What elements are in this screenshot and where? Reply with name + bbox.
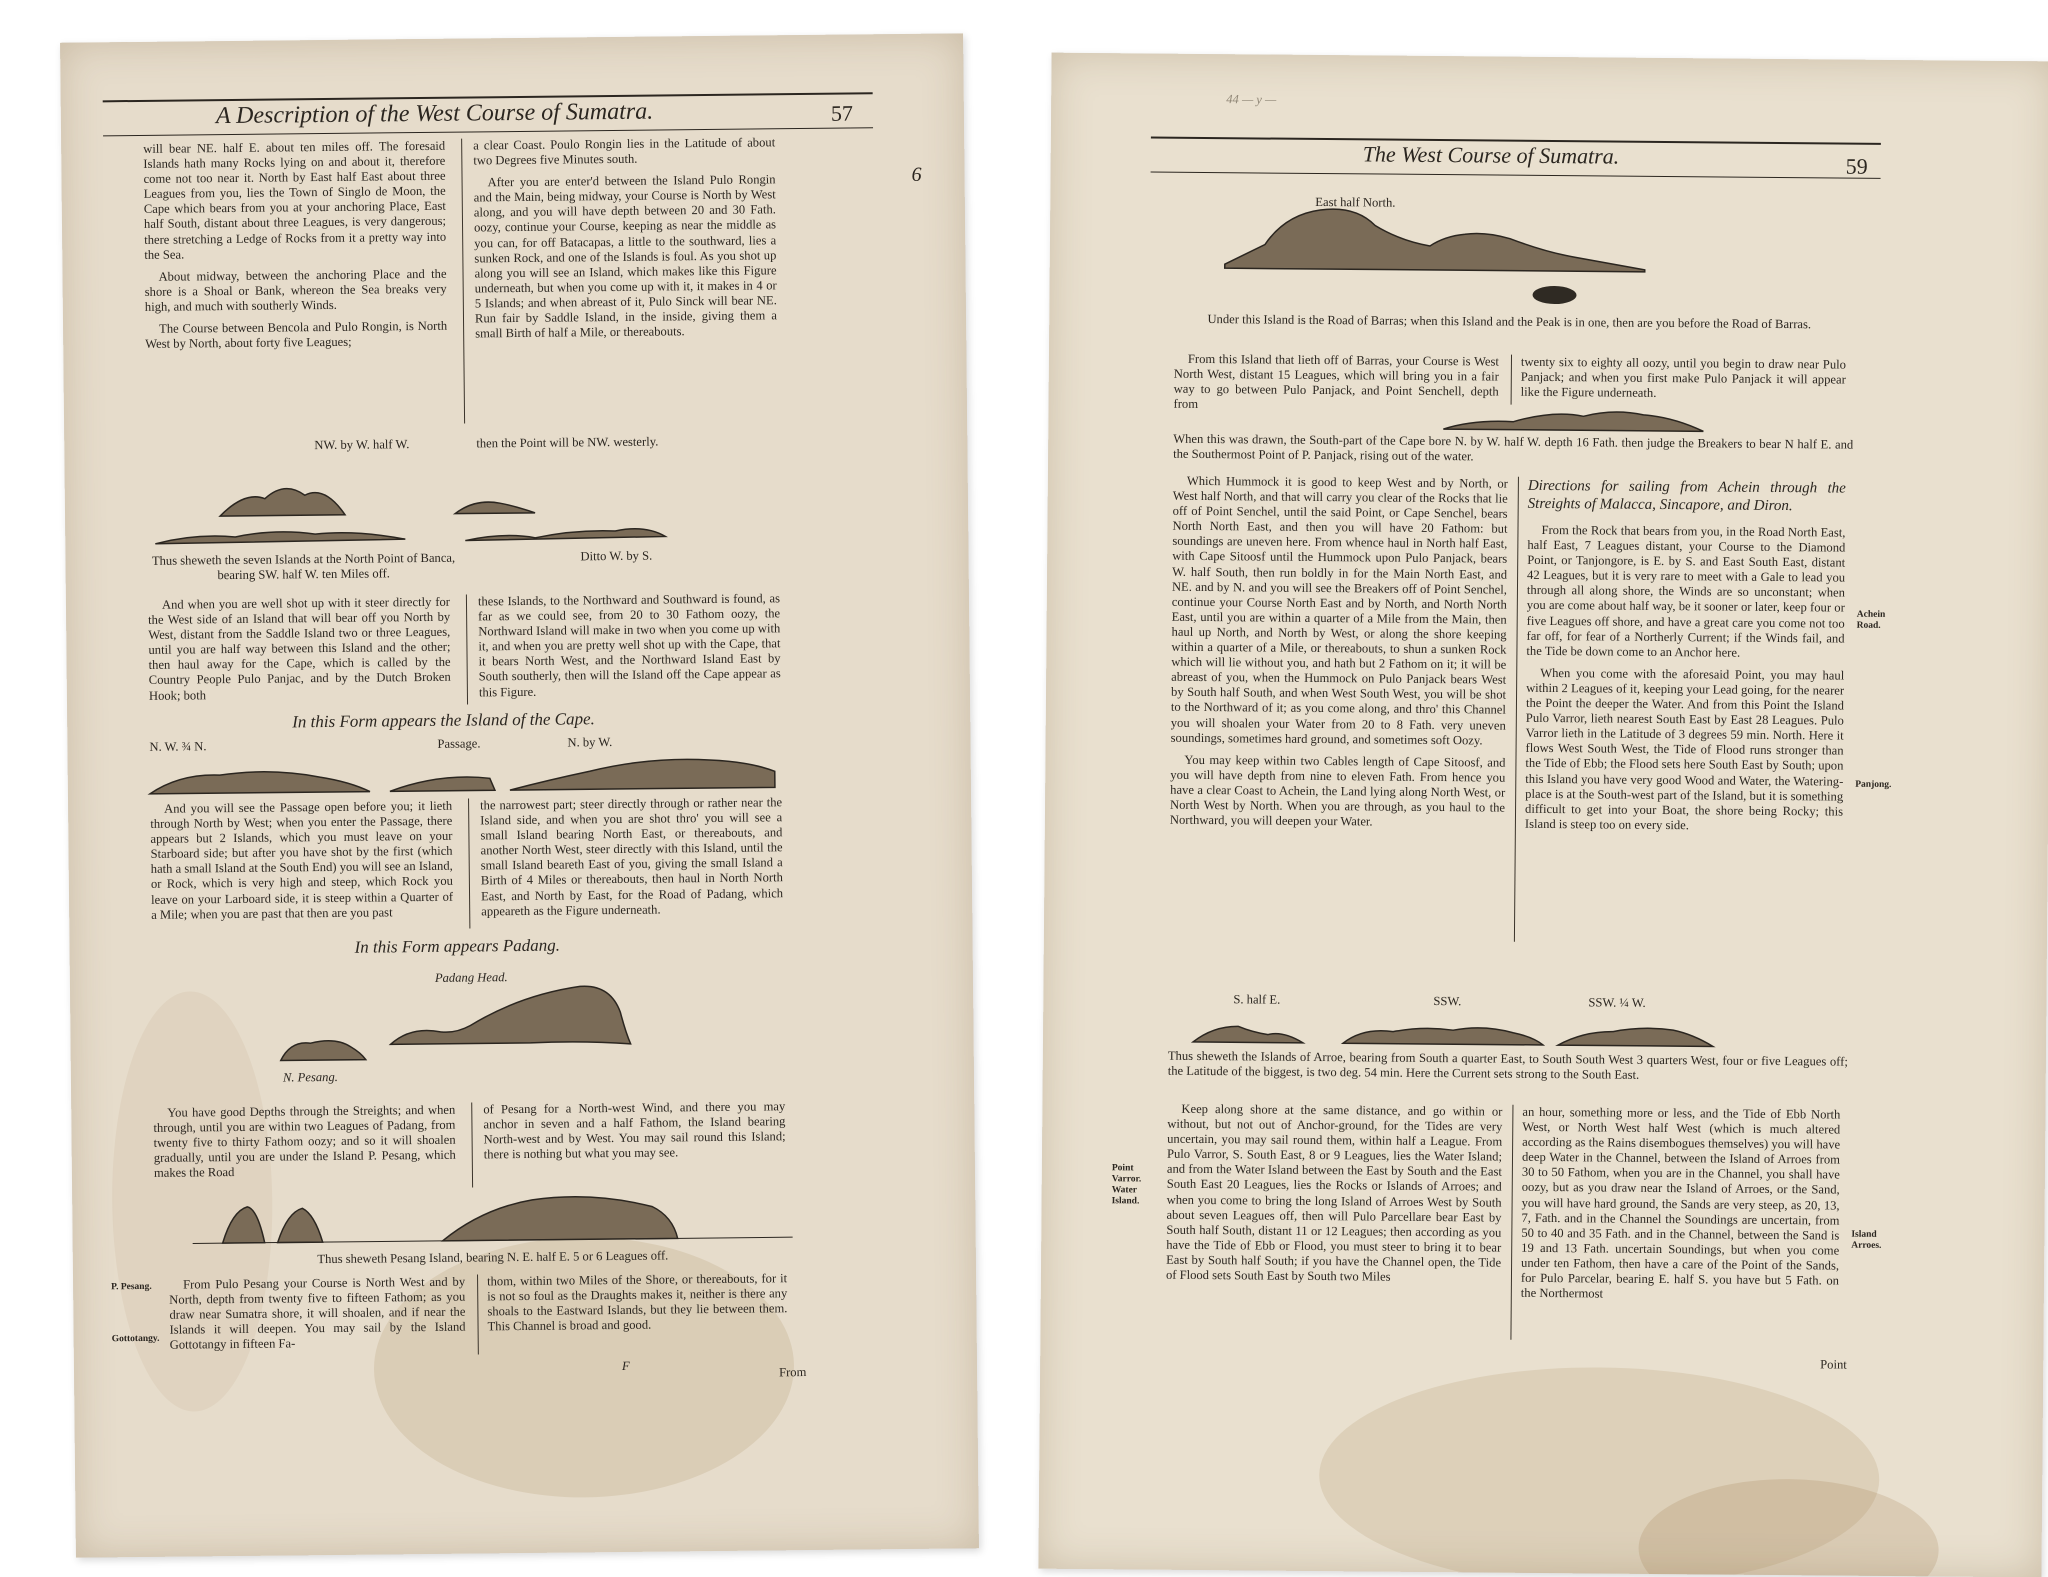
left-col2-a [473,135,777,348]
left-page [60,33,979,1557]
header-rule-bottom [1151,172,1881,179]
island-profile [1558,1028,1713,1047]
margin-note-varror: Point Varror. Water Island. [1111,1163,1142,1207]
island-profile [1443,411,1703,432]
paragraph: Which Hummock it is good to keep West and by North, or West half North, and that will carry you clear of the Rocks that lie off of Point Senchel, until the said Point, or Cape Senchel, bears North North East, and then you will have 20 Fathom: but soundings are uneven here. From whence haul in North half East, with Cape Sitoosf until the Hummock upon Pulo Panjack, bears W. half South, then run boldly in for the Main North East, and NE. and by N. and you will see the Breakers off of Point Senchel, continue your Course North East and by North, and North North East, until you are within a quarter of a Mile from the Main, then haul up North, and North by West, or along the shore keeping within a quarter of a Mile, or thereabouts, to shun a sunken Rock which will lie without you, and hath but 2 Fathom on it; it will be abreast of you, when the Hummock on Pulo Panjack bears West by South half South, and when West South West, you will be shot to the Northward of it; as you come along, and thro' this Channel you will shoalen your Water from 20 to 8 Fath. very uneven soundings, sometimes hard ground, and sometimes soft Oozy. [1170,473,1508,748]
catchword: From [778,1365,807,1380]
left-header: A Description of the West Course of Sumatra. [215,98,654,130]
arroe-label-2: SSW. [1433,994,1462,1009]
paragraph: thom, within two Miles of the Shore, or thereabouts, for it is not so foul as the Draughts makes it, neither is there any shoals to the Eastward Islands, but they lie between them. This Channel is broad and good. [487,1271,788,1334]
paragraph: twenty six to eighty all oozy, until you begin to draw near Pulo Panjack; and when you first make Pulo Panjack it will appear like the Figure underneath. [1520,354,1847,401]
island-profile [1193,1026,1303,1043]
directions-title: Directions for sailing from Achein through the Streights of Malacca, Sincapore, and Diron. [1527,477,1846,515]
cape-drawn-caption: When this was drawn, the South-part of the Cape bore N. by W. half W. depth 16 Fath. then judge the Breakers to bear N half E. and the Southermost Point of P. Panjack, rising out of the water. [1173,431,1854,464]
paragraph: the narrowest part; steer directly through or rather near the Island side, and when you are shot thro' you will see a small Island bearing North East, or thereabouts, and another North West, steer directly with this Island, until the small Island beareth East of you, giving the small Island a Birth of 4 Miles or thereabouts, then haul in North North East, and North by East, for the Road of Padang, which appeareth as the Figure underneath. [480,795,784,919]
left-col1-a [143,139,447,359]
left-col1-c [150,799,453,930]
cape-label-2: Passage. [437,736,481,751]
margin-note-arroes: Island Arroes. [1851,1229,1882,1251]
margin-note-achein: Achein Road. [1856,609,1886,631]
column-divider [471,1103,473,1188]
island-profile [222,1207,264,1243]
left-col1-d [153,1103,456,1189]
catchword: Point [1820,1357,1847,1372]
island-profile [390,777,495,792]
heading-padang: In this Form appears Padang. [354,935,561,957]
right-col2-c [1521,1105,1841,1311]
margin-note-panjong: Panjong. [1855,779,1892,791]
island-profile [465,528,665,540]
left-col2-b [478,591,781,707]
pesang-figure [192,1185,813,1251]
left-col2-d [483,1099,786,1170]
paragraph: And you will see the Passage open before you; it lieth through North by West; when you enter the Passage, there appears but 2 Islands, which you must leave on your Starboard side; but after you have shot by the first (which hath a small Island at the South End) you will see an Island, or Rock, which is very high and steep, which Rock you leave on your Larboard side, it is steep within a Quarter of a Mile; when you are past that then are you past [150,798,454,922]
paragraph: From this Island that lieth off of Barras, your Course is West North West, distant 15 Leagues, which will bring you in a fair way to go between Pulo Panjack, and Point Senchell, depth from [1173,351,1500,412]
paragraph: You have good Depths through the Streights; and when through, until you are within two Leagues of Padang, from twenty five to thirty Fathom oozy; and so it will shoalen gradually, until you are under the Island P. Pesang, which makes the Road [153,1102,456,1181]
column-divider [468,799,470,929]
paragraph: Keep along shore at the same distance, and go within or without, but not out of Anchor-ground, for the Tides are very uncertain, you may sail round them, within half a League. From Pulo Varror, S. South East, 8 or 9 Leagues, lies the Water Island; and from the Water Island between the East by South and the East South East 20 Leagues, lies the Rocks or Islands of Arroes; and when you come to bring the long Island of Arroes West by South about seven Leagues off, then will Pulo Parcellare bear East by South half South, distant 11 or 12 Leagues; then according as you have the Tide of Ebb or Flood, you must steer to bring it to bear East by South half South; if you have the Channel open, the Tide of Flood sets South East by South two Miles [1165,1101,1503,1284]
heading-cape: In this Form appears the Island of the Cape. [292,709,595,732]
left-col2-e [487,1271,788,1342]
paragraph: an hour, something more or less, and the Tide of Ebb North West, or North West half West (which is much altered according as the Rains disembogues themselves) you will have deep Water in the Channel, between the Island of Arroes from 30 to 50 Fathom, when you are in the Channel, you shall have oozy, but as you draw near the Island of Arroes, or the Sand, you will have hard ground, the Sands are very steep, as 20, 13, 7, Fath. and in the Channel the Soundings are uncertain, from 50 to 40 and 35 Fath. and in the Channel, between the Sand is 19 and 13 Fath. uncertain Soundings, but when you come under ten Fathom, then have a care of the Point of the Sands, for Pulo Parcelar, bearing E. half S. you have but 5 Fath. on the Northermost [1520,1104,1841,1301]
paragraph: a clear Coast. Poulo Rongin lies in the Latitude of about two Degrees five Minutes south. [473,135,776,168]
margin-mark: 6 [911,163,922,186]
island-profile [455,502,535,514]
cape-island-figure [150,747,800,799]
n-pesang-label: N. Pesang. [282,1069,338,1085]
island-profile [277,1208,322,1242]
column-divider [461,139,465,424]
right-col1-b [1170,474,1508,838]
signature-mark: F [621,1358,630,1373]
padang-head-label: Padang Head. [434,970,508,985]
paragraph: From Pulo Pesang your Course is North West and by North, depth from twenty five to fifteen Fathom; as you draw near Sumatra shore, it will shoalen, and if near the Islands it will deepen. You may sail by the Island Gottotangy in fifteen Fa- [169,1274,466,1353]
pesang-caption: Thus sheweth Pesang Island, bearing N. E. half E. 5 or 6 Leagues off. [317,1248,669,1267]
left-col1-b [148,595,451,711]
column-divider [1510,1105,1513,1340]
left-page-number: 57 [830,100,854,126]
fig1-caption: Thus sheweth the seven Islands at the North Point of Banca, bearing SW. half W. ten Miles off. [151,550,456,583]
paragraph: The Course between Bencola and Pulo Rongin, is North West by North, about forty five Leagues; [145,318,448,352]
island-profile [442,1196,677,1241]
paragraph: of Pesang for a North-west Wind, and there you may anchor in seven and a half Fathom, the Island bearing North-west and by West. You may sail round this Island; there is nothing but what you may see. [483,1099,786,1162]
panjack-figure [1443,401,1713,433]
island-profile [510,758,775,790]
fig1-ditto: Ditto W. by S. [580,548,653,564]
paragraph: these Islands, to the Northward and Southward is found, as far as we could see, from 20 to 30 Fathom oozy, the Northward Island will make in two when you come up with it, and when you are pretty well shot up with the Cape, that it bears North West, and the Northward Island East by South southerly, then will the Island off the Cape appear as this Figure. [477,591,781,699]
island-profile [1343,1027,1543,1045]
paragraph: From the Rock that bears from you, in the Road North East, half East, 7 Leagues distant, your Course to the Diamond Point, or Tanjongore, is E. by S. and East South East, distant 42 Leagues, but it is very rare to meet with a Gale to lead you through all along shore, the Winds are so unconstant; when you are come about half way, be it sooner or later, keep four or five Leagues off shore, and have a great care you come not too far off, for fear of a Northerly Current; if the Winds fail, and the Tide be down come to an Anchor here. [1526,522,1846,660]
left-col2-c [480,795,783,926]
column-divider [1511,355,1512,405]
paragraph: And when you are well shot up with it steer directly for the West side of an Island that will bear off you North by West, distant from the Saddle Island two or three Leagues, until you are half way between this Island and the other; then haul away for the Cape, which is called by the Country People Pulo Panjac, and by the Dutch Broken Hook; both [148,594,451,703]
right-page-number: 59 [1845,153,1868,179]
island-profile [150,771,370,794]
padang-figure [280,981,701,1065]
paragraph: will bear NE. half E. about ten miles off. The foresaid Islands hath many Rocks lying on and about it, therefore come not too near it. North by East half East about three Leagues from you, lies the Town of Singlo de Moon, the Cape which bears from you at your anchoring Place, East half South, distant about three Leagues, is very dangerous; there stretching a Ledge of Rocks from it a pretty way into the Sea. [143,138,447,262]
island-profile [281,1040,366,1060]
arroe-label-3: SSW. ¼ W. [1588,995,1646,1010]
arroe-caption: Thus sheweth the Islands of Arroe, bearing from South a quarter East, to South South West 3 quarters West, four or five Leagues off; the Latitude of the biggest, is two deg. 54 min. Here the Current sets strong to the South East. [1167,1048,1848,1082]
right-col2-b [1525,477,1846,842]
headland-profile [390,986,631,1047]
paragraph: When you come with the aforesaid Point, you may haul within 2 Leagues of it, keeping your Lead going, for the nearer the Point the deeper the Water. And from this Point the Island Pulo Varror, lieth nearest South East by East 28 Leagues. Pulo Varror lieth in the Latitude of 3 degrees 59 min. North. Here it flows West South West, the Tide of Flood runs stronger than the Tide of Ebb; the Flood sets here South East by South; upon this Island you have very good Wood and Water, the Watering-place is at the South-west part of the Island, but it is something difficult to get into your Boat, the shore being Rocky; this Island is steep too on every side. [1524,665,1845,833]
fig1-label-right: then the Point will be NW. westerly. [476,434,659,451]
pencil-note: 44 — y — [1226,92,1277,107]
barras-island-figure [1224,204,1745,309]
island-profile [1225,208,1646,272]
margin-note-gottotangy: Gottotangy. [111,1333,160,1345]
fig1-label-left: NW. by W. half W. [314,437,410,453]
arroe-islands-figure [1193,1014,1813,1049]
right-page [1038,53,2048,1577]
cape-label-1: N. W. ¾ N. [149,739,207,754]
paragraph: After you are enter'd between the Island Pulo Rongin and the Main, being midway, your Course is North by West along, and you will have depth between 20 and 30 Fath. oozy, continue your Course, keeping as near the middle as you can, for off Batacapas, a little to the southward, lies a sunken Rock, and one of the Islands is foul. As you shot up along you will see an Island, which makes like this Figure underneath, but when you come up with it, it makes in 4 or 5 Islands; and when abreast of it, Pulo Sinck will bear NE. Run fair by Saddle Island, in the inside, giving them a small Birth of half a Mile, or thereabouts. [473,172,778,341]
column-divider [466,595,468,705]
barras-caption: Under this Island is the Road of Barras; when this Island and the Peak is in one, then are you before the Road of Barras. [1207,312,1812,332]
peak-rock [1532,286,1576,304]
paragraph: About midway, between the anchoring Place and the shore is a Shoal or Bank, whereon the Sea breaks very high, and much with southerly Winds. [144,266,447,314]
island-profile [220,488,345,516]
right-header: The West Course of Sumatra. [1362,141,1620,169]
east-half-north-label: East half North. [1315,194,1396,210]
island-profile [155,531,405,544]
right-col1-c [1166,1102,1503,1293]
cape-label-3: N. by W. [567,735,613,750]
paragraph: You may keep within two Cables length of Cape Sitoosf, and you will have depth from nine to eleven Fath. From hence you have a clear Coast to Achein, the Land lying along North West, or North West by North. When you are through, as you haul to the Northward, you will deepen your Water. [1169,752,1506,829]
left-col1-e [169,1275,466,1361]
column-divider [1514,477,1519,942]
arroe-label-1: S. half E. [1233,992,1281,1007]
islands-banca-figure [154,456,675,551]
margin-note-pesang: P. Pesang. [111,1281,152,1293]
